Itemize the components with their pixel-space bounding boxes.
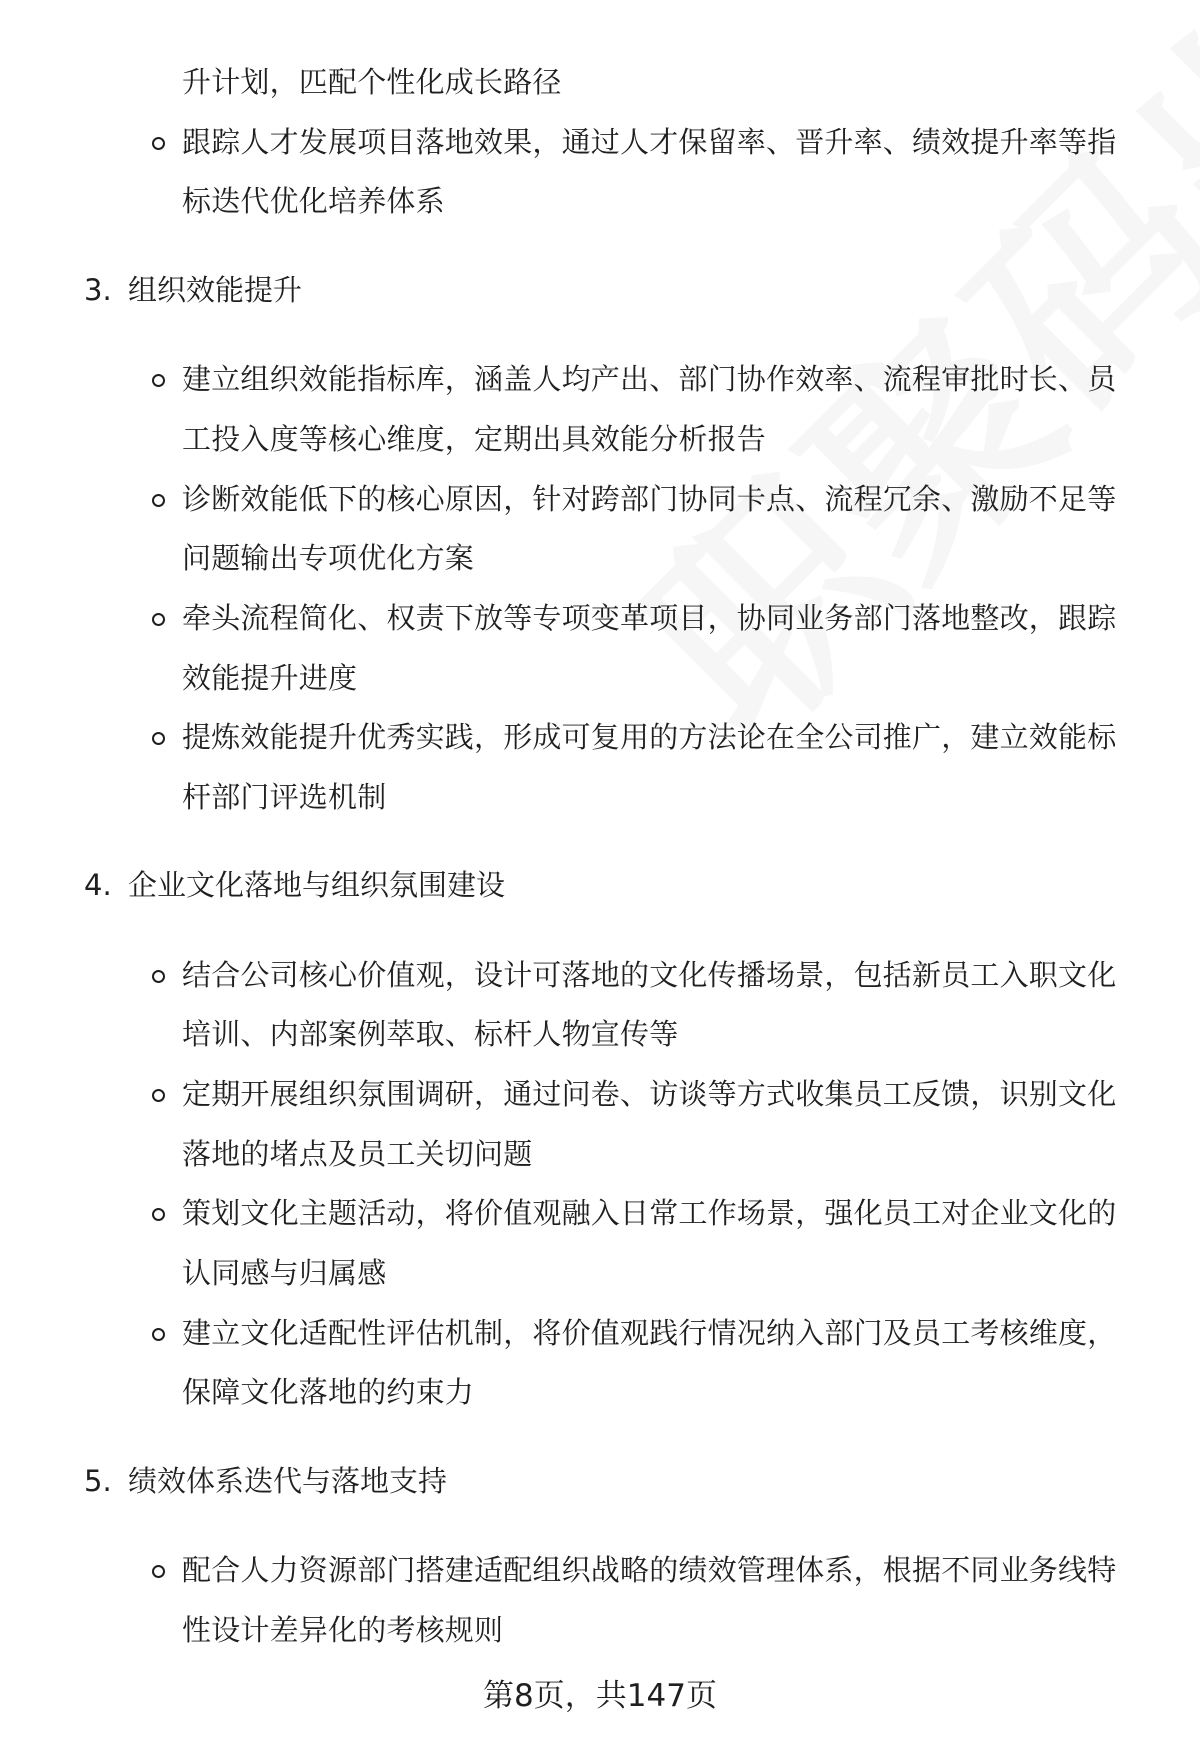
list-item-line: 认同感与归属感	[182, 1256, 387, 1290]
list-item-line: 建立文化适配性评估机制，将价值观践行情况纳入部门及员工考核维度，	[182, 1316, 1117, 1350]
list-item-line: 杆部门评选机制	[182, 780, 387, 814]
section-number: 3.	[84, 273, 112, 307]
list-item-line: 标迭代优化培养体系	[182, 184, 445, 218]
page-number-footer: 第8页，共147页	[483, 1678, 717, 1714]
list-item-line: 定期开展组织氛围调研，通过问卷、访谈等方式收集员工反馈，识别文化	[182, 1077, 1117, 1111]
bullet-icon	[152, 374, 165, 387]
bullet-icon	[152, 494, 165, 507]
list-item-line: 效能提升进度	[182, 661, 358, 695]
bullet-icon	[152, 1565, 165, 1578]
continuation-line: 升计划，匹配个性化成长路径	[182, 65, 562, 99]
bullet-icon	[152, 732, 165, 745]
list-item-line: 跟踪人才发展项目落地效果，通过人才保留率、晋升率、绩效提升率等指	[182, 125, 1117, 159]
list-item-line: 建立组织效能指标库，涵盖人均产出、部门协作效率、流程审批时长、员	[182, 362, 1117, 396]
section-title: 绩效体系迭代与落地支持	[128, 1464, 448, 1498]
list-item-line: 工投入度等核心维度，定期出具效能分析报告	[182, 422, 767, 456]
list-item-line: 策划文化主题活动，将价值观融入日常工作场景，强化员工对企业文化的	[182, 1196, 1117, 1230]
list-item-line: 诊断效能低下的核心原因，针对跨部门协同卡点、流程冗余、激励不足等	[182, 482, 1117, 516]
list-item-line: 培训、内部案例萃取、标杆人物宣传等	[182, 1017, 679, 1051]
list-item-line: 性设计差异化的考核规则	[182, 1613, 504, 1647]
bullet-icon	[152, 970, 165, 983]
bullet-icon	[152, 1208, 165, 1221]
list-item-line: 提炼效能提升优秀实践，形成可复用的方法论在全公司推广，建立效能标	[182, 720, 1117, 754]
list-item-line: 配合人力资源部门搭建适配组织战略的绩效管理体系，根据不同业务线特	[182, 1553, 1117, 1587]
bullet-icon	[152, 613, 165, 626]
section-title: 组织效能提升	[128, 273, 303, 307]
list-item-line: 结合公司核心价值观，设计可落地的文化传播场景，包括新员工入职文化	[182, 958, 1117, 992]
section-title: 企业文化落地与组织氛围建设	[128, 868, 506, 902]
bullet-icon	[152, 1089, 165, 1102]
section-number: 5.	[84, 1464, 112, 1498]
section-number: 4.	[84, 868, 112, 902]
list-item-line: 牵头流程简化、权责下放等专项变革项目，协同业务部门落地整改，跟踪	[182, 601, 1117, 635]
list-item-line: 保障文化落地的约束力	[182, 1375, 475, 1409]
bullet-icon	[152, 1328, 165, 1341]
list-item-line: 问题输出专项优化方案	[182, 541, 475, 575]
bullet-icon	[152, 137, 165, 150]
list-item-line: 落地的堵点及员工关切问题	[182, 1137, 533, 1171]
